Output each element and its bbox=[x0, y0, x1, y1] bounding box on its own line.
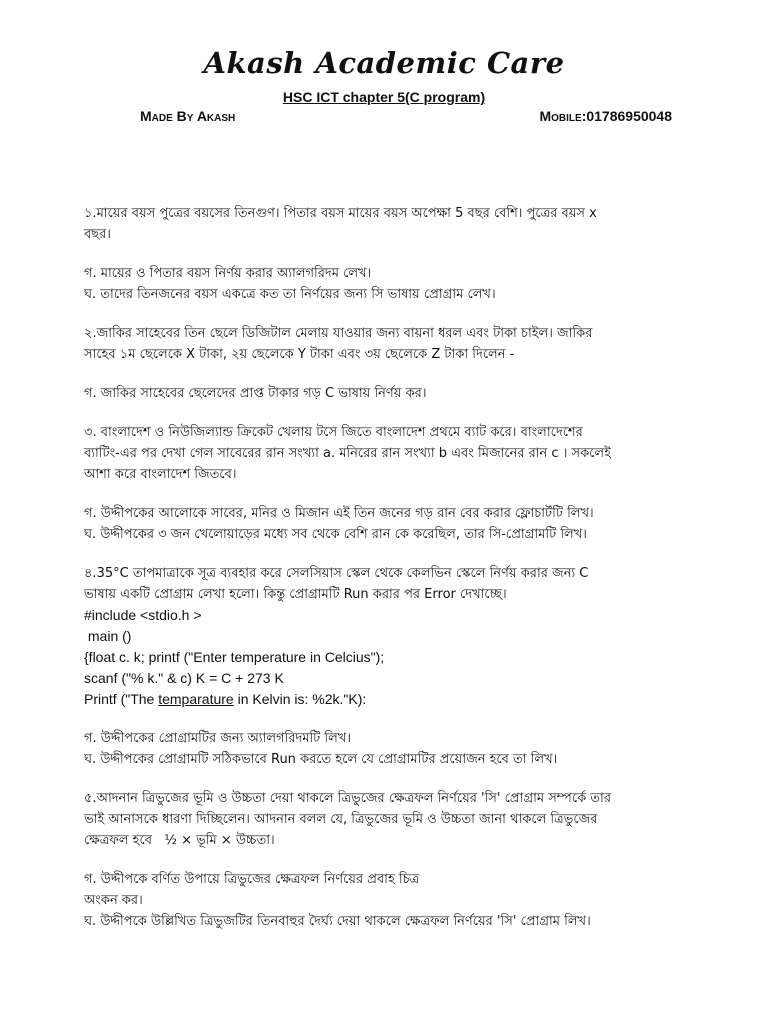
question-3-part-gha: ঘ. উদ্দীপকের ৩ জন খেলোয়াড়ের মধ্যে সব থেকে বেশি রান কে করেছিল, তার সি-প্রোগ্রামটি লিখ। bbox=[84, 527, 587, 542]
question-3-stem bbox=[84, 422, 684, 485]
mobile-number: Mobile:01786950048 bbox=[539, 108, 672, 124]
question-5-line: ৫.আদনান ত্রিভুজের ভূমি ও উচ্চতা দেয়া থাকলে ত্রিভুজের ক্ষেত্রফল নির্ণয়ের 'সি' প্রোগ্রাম সম্পর্কে তার bbox=[84, 791, 611, 806]
question-1-part-gha: ঘ. তাদের তিনজনের বয়স একত্রে কত তা নির্ণয়ের জন্য সি ভাষায় প্রোগ্রাম লেখ। bbox=[84, 287, 496, 302]
document-subtitle: HSC ICT chapter 5(C program) bbox=[282, 89, 486, 105]
code-line: #include <stdio.h > bbox=[84, 607, 202, 623]
question-1-part-ga: গ. মায়ের ও পিতার বয়স নির্ণয় করার অ্যালগরিদম লেখ। bbox=[84, 266, 372, 281]
question-2-line: ২.জাকির সাহেবের তিন ছেলে ডিজিটাল মেলায় যাওয়ার জন্য বায়না ধরল এবং টাকা চাইল। জাকির bbox=[84, 326, 593, 341]
question-5-stem bbox=[84, 788, 684, 851]
question-5-line: ক্ষেত্রফল হবে ½ × ভূমি × উচ্চতা। bbox=[84, 833, 275, 848]
question-2-part-ga: গ. জাকির সাহেবের ছেলেদের প্রাপ্ত টাকার গড় C ভাষায় নির্ণয় কর। bbox=[84, 386, 427, 401]
code-suffix: in Kelvin is: %2k."K): bbox=[233, 691, 367, 707]
question-2-parts bbox=[84, 383, 684, 404]
question-3-part-ga: গ. উদ্দীপকের আলোকে সাবের, মনির ও মিজান এই তিন জনের গড় রান বের করার ফ্লোচার্টটি লিখ। bbox=[84, 506, 594, 521]
question-3-line: ব্যাটিং-এর পর দেখা গেল সাবেরের রান সংখ্যা a. মনিরের রান সংখ্যা b এবং মিজানের রান c । সকলেই bbox=[84, 446, 611, 461]
questions-body bbox=[84, 203, 684, 950]
code-line: scanf ("% k." & c) K = C + 273 K bbox=[84, 670, 284, 686]
question-4-part-ga: গ. উদ্দীপকের প্রোগ্রামটির জন্য অ্যালগরিদমটি লিখ। bbox=[84, 731, 351, 746]
question-4-stem bbox=[84, 563, 684, 710]
code-line: main () bbox=[84, 628, 132, 644]
question-1-line: বছর। bbox=[84, 227, 111, 242]
question-5-parts bbox=[84, 869, 684, 932]
question-4-line: ভাষায় একটি প্রোগ্রাম লেখা হলো। কিন্তু প্রোগ্রামটি Run করার পর Error দেখাচ্ছে। bbox=[84, 587, 507, 602]
code-prefix: Printf ("The bbox=[84, 691, 159, 707]
code-underlined-word: temparature bbox=[158, 691, 234, 707]
code-line: {float c. k; printf ("Enter temperature in Celcius"); bbox=[84, 649, 385, 665]
question-1-stem bbox=[84, 203, 684, 245]
question-4-parts bbox=[84, 728, 684, 770]
question-5-part-gha: ঘ. উদ্দীপকে উল্লিখিত ত্রিভুজটির তিনবাহুর দৈর্ঘ্য দেয়া থাকলে ক্ষেত্রফল নির্ণয়ের 'সি' প্রোগ্রাম লিখ। bbox=[84, 914, 591, 929]
question-4-part-gha: ঘ. উদ্দীপকের প্রোগ্রামটি সঠিকভাবে Run করতে হলে যে প্রোগ্রামটির প্রয়োজন হবে তা লিখ। bbox=[84, 752, 558, 767]
question-5-line: ভাই আনাসকে ধারণা দিচ্ছিলেন। আদনান বলল যে, ত্রিভুজের ভূমি ও উচ্চতা জানা থাকলে ত্রিভুজের bbox=[84, 812, 598, 827]
question-2-line: সাহেব ১ম ছেলেকে X টাকা, ২য় ছেলেকে Y টাকা এবং ৩য় ছেলেকে Z টাকা দিলেন - bbox=[84, 347, 515, 362]
code-line-last bbox=[84, 689, 684, 710]
question-3-line: ৩. বাংলাদেশ ও নিউজিল্যান্ড ক্রিকেট খেলায় টসে জিতে বাংলাদেশ প্রথমে ব্যাট করে। বাংলাদেশের bbox=[84, 425, 583, 440]
document-title: Akash Academic Care bbox=[203, 46, 565, 80]
question-3-line: আশা করে বাংলাদেশ জিতবে। bbox=[84, 467, 237, 482]
question-5-part-ga-cont: অংকন কর। bbox=[84, 893, 143, 908]
question-3-parts bbox=[84, 503, 684, 545]
question-4-line: ৪.35°C তাপমাত্রাকে সূত্র ব্যবহার করে সেলসিয়াস স্কেল থেকে কেলভিন স্কেলে নির্ণয় করার জন্য C bbox=[84, 566, 589, 581]
question-5-part-ga: গ. উদ্দীপকে বর্ণিত উপায়ে ত্রিভুজের ক্ষেত্রফল নির্ণয়ের প্রবাহ চিত্র bbox=[84, 872, 420, 887]
question-2-stem bbox=[84, 323, 684, 365]
question-1-parts bbox=[84, 263, 684, 305]
question-1-line: ১.মায়ের বয়স পুত্রের বয়সের তিনগুণ। পিতার বয়স মায়ের বয়স অপেক্ষা 5 বছর বেশি। পুত্রের বয়স x bbox=[84, 206, 597, 221]
author-line: Made By Akash bbox=[140, 108, 236, 124]
